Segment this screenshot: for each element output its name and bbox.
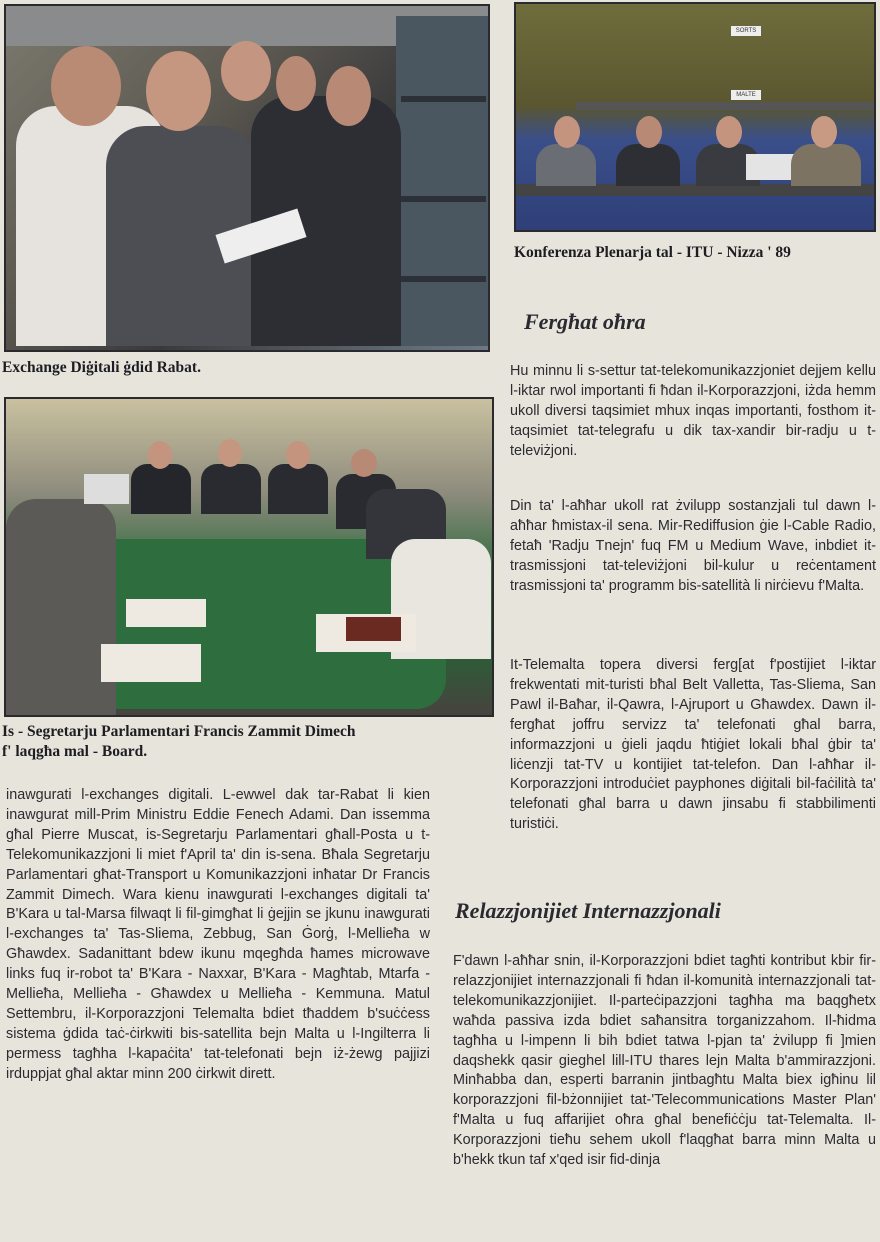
ferghat-paragraph-1-text: Hu minnu li s-settur tat-telekomunikazzjoniet dejjem kellu l-iktar rwol importanti fi ħdan il-Korporazzjoni, iżda hemm ukoll diversi taqsimiet mhux inqas importanti, fosthom it-taqsimiet tat-telegrafu u dik tax-xandir bir-radju u t-televiżjoni. [510,363,876,459]
relazzjonijiet-paragraph-text: F'dawn l-aħħar snin, il-Korporazzjoni bdiet tagħti kontribut kbir fir-relazzjonijiet internazzjonali fi ħdan il-komunità internazzjonali tat-telekomunikazzjonijiet. Il-parteċipazzjoni tagħha ma baqgħetx waħda passiva izda bdiet saħansitra torganizzahom. Il-ħidma tagħha u l-impenn li bih bdiet tatwa l-pjan ta' żvilupp fi ]mien daqshekk qasir gieghel lill-ITU thares lejn Malta b'ammirazzjoni. Minħabba dan, esperti barranin jintbagħtu Malta biex igħinu lil korporazzjoni fil-bżonnijiet tat-'Telecommunications Master Plan' f'Malta u fuq affarijiet oħra għal benefiċċju tat-Telemalta. Il-Korporazzjoni tieħu sehem ukoll f'laqgħat barra minn Malta u b'hekk tkun taf x'qed isir fid-dinja [453,953,876,1169]
photo-exchange-caption: Exchange Diġitali ġdid Rabat. [2,359,201,376]
photo-board [4,397,494,717]
photo-board-image [6,399,492,715]
ferghat-paragraph-1 [510,362,876,462]
photo-board-caption-line1: Is - Segretarju Parlamentari Francis Zammit Dimech [2,723,356,740]
ferghat-paragraph-3 [510,656,876,835]
photo-itu-image [516,4,874,230]
heading-ferghat-ohra: Fergħat oħra [524,309,646,334]
photo-exchange-image [6,6,488,350]
ferghat-paragraph-2 [510,497,876,597]
photo-board-caption-line2: f' laqgħa mal - Board. [2,743,148,760]
left-column-text: inawgurati l-exchanges digitali. L-ewwel dak tar-Rabat li kien inawgurat mill-Prim Ministru Eddie Fenech Adami. Dan issemma għal Pierre Muscat, is-Segretarju Parlamentari għall-Posta u t-Telekomunikazzjoni li miet f'April ta' din is-sena. Bħala Segretarju Parlamentari għat-Transport u Komunikazzjoni inħatar Dr Francis Zammit Dimech. Wara kienu inawgurati l-exchanges digitali ta' B'Kara u tal-Marsa filwaqt li fil-gimgħat li ġejjin se jkunu inawgurati l-exchanges ta' Tas-Sliema, Zebbug, San Ġorġ, l-Mellieħa w Għawdex. Sadanittant bdew ikunu mqegħda ħames microwave links fuq ir-robot ta' B'Kara - Naxxar, B'Kara - Magħtab, Mtarfa - Mellieħa, Mellieħa - Għawdex u Mellieħa - Kemmuna. Matul Settembru, il-Korporazzjoni Telemalta bdiet tħaddem b'suċċess sistema ġdida taċ-ċirkwiti bis-satellita bejn Malta u l-Ingilterra li permess tagħha l-kapaċita' tat-telefonati bejn iż-żewg pajjizi irduppjat għal aktar minn 200 ċirkwit dirett. [6,787,430,1082]
left-column [6,786,430,1085]
relazzjonijiet-paragraph [453,952,876,1171]
ferghat-paragraph-3-text: It-Telemalta topera diversi ferg[at f'postijiet l-iktar frekwentati mit-turisti bħal Belt Valletta, Tas-Sliema, San Pawl il-Baħar, il-Qawra, l-Ajruport u Għawdex. Dawn il-fergħat joffru servizz ta' telefonati għal barra, informazzjoni u ġieli jaqdu ħtiġiet lokali bħal ġbir ta' liċenzji tat-TV u kontijiet tat-telefon. Dan l-aħħar il-Korporazzjoni introduċiet payphones diġitali bil-faċilità ta' telefonati għal barra u dawn jinsabu fi stabbilimenti turistiċi. [510,657,876,833]
placard-malte: MALTE [731,90,761,100]
photo-itu-caption: Konferenza Plenarja tal - ITU - Nizza ' 89 [514,244,791,261]
photo-exchange [4,4,490,352]
ferghat-paragraph-2-text: Din ta' l-aħħar ukoll rat żvilupp sostanzjali tul dawn l-aħħar ħmistax-il sena. Mir-Rediffusion ġie l-Cable Radio, fetaħ 'Radju Tnejn' fuq FM u Medium Wave, inbdiet it-trasmissjoni tat-televiżjoni bil-kulur u reċentament trasmissjoni ta' programm bis-satellità li nirċievu f'Malta. [510,498,876,594]
heading-relazzjonijiet: Relazzjonijiet Internazzjonali [455,898,721,923]
placard-sorts: SORTS [731,26,761,36]
photo-itu [514,2,876,232]
